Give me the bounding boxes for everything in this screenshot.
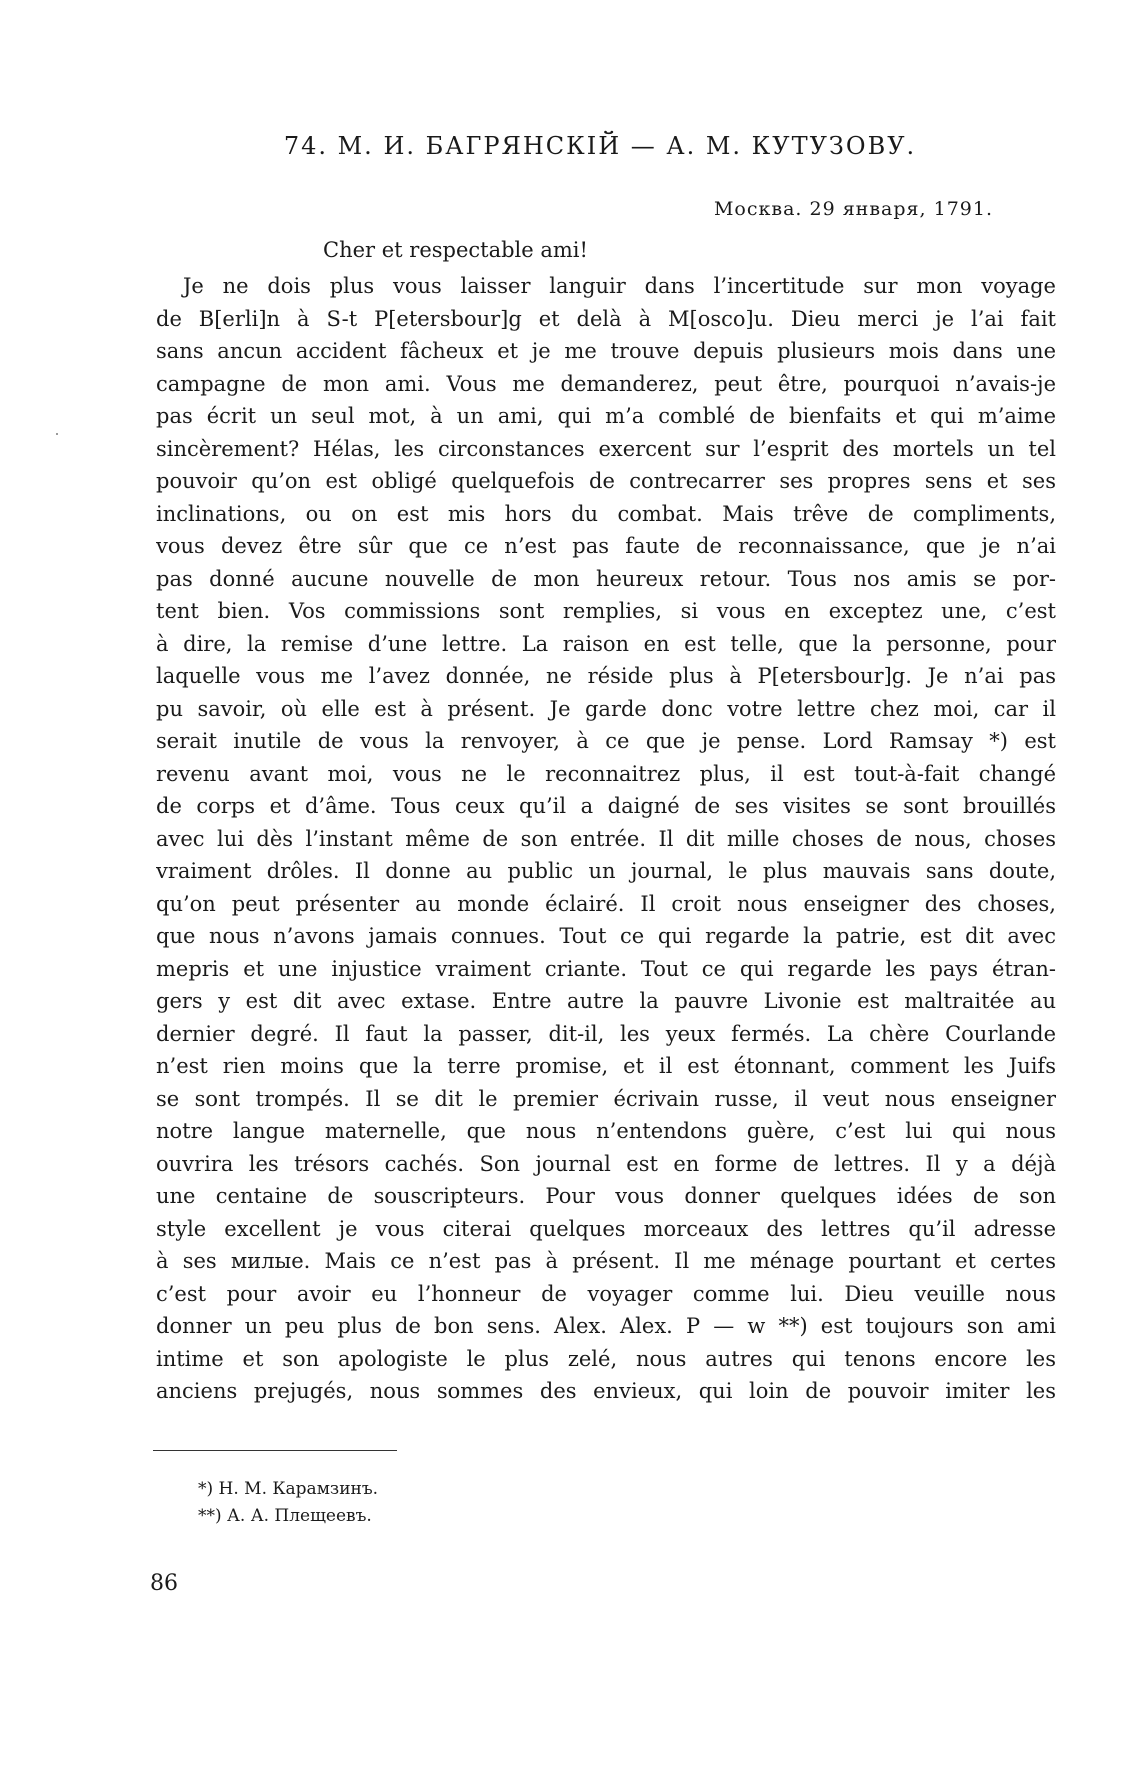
text-line: n’est rien moins que la terre promise, et il est étonnant, comment les Juifs: [156, 1054, 1056, 1078]
text-line: pas écrit un seul mot, à un ami, qui m’a comblé de bienfaits et qui m’aime: [156, 404, 1056, 428]
text-line: campagne de mon ami. Vous me demanderez, peut être, pourquoi n’avais-je: [156, 371, 1056, 396]
letter-heading: 74. М. И. БАГРЯНСКІЙ — А. М. КУТУЗОВУ.: [283, 132, 917, 160]
salutation: Cher et respectable ami!: [323, 238, 588, 262]
letter-body: [156, 270, 1056, 1408]
text-line: anciens prejugés, nous sommes des envieux, qui loin de pouvoir imiter les: [156, 1379, 1056, 1403]
text-line: serait inutile de vous la renvoyer, à ce que je pense. Lord Ramsay *) est: [156, 729, 1056, 753]
text-line: vraiment drôles. Il donne au public un journal, le plus mauvais sans doute,: [156, 859, 1056, 883]
footnote-pleshcheev: **) А. А. Плещеевъ.: [198, 1506, 372, 1526]
text-line: ouvrira les trésors cachés. Son journal est en forme de lettres. Il y a déjà: [156, 1151, 1056, 1176]
text-line: Je ne dois plus vous laisser languir dans l’incertitude sur mon voyage: [183, 274, 1056, 298]
text-line: pouvoir qu’on est obligé quelquefois de contrecarrer ses propres sens et ses: [156, 469, 1056, 493]
text-line: revenu avant moi, vous ne le reconnaitrez plus, il est tout-à-fait changé: [156, 761, 1056, 786]
text-line: intime et son apologiste le plus zelé, nous autres qui tenons encore les: [156, 1346, 1056, 1371]
text-line: tent bien. Vos commissions sont remplies, si vous en exceptez une, c’est: [156, 599, 1056, 623]
text-line: que nous n’avons jamais connues. Tout ce qui regarde la patrie, est dit avec: [156, 924, 1056, 948]
text-line: dernier degré. Il faut la passer, dit-il, les yeux fermés. La chère Courlande: [156, 1021, 1056, 1046]
text-line: c’est pour avoir eu l’honneur de voyager comme lui. Dieu veuille nous: [156, 1281, 1056, 1306]
text-line: qu’on peut présenter au monde éclairé. Il croit nous enseigner des choses,: [156, 891, 1056, 916]
footnotes: [198, 1476, 378, 1530]
text-line: de B[erli]n à S-t P[etersbour]g et delà à M[osco]u. Dieu merci je l’ai fait: [156, 306, 1056, 331]
text-line: notre langue maternelle, que nous n’entendons guère, c’est lui qui nous: [156, 1119, 1056, 1143]
text-line: style excellent je vous citerai quelques morceaux des lettres qu’il adresse: [156, 1216, 1056, 1241]
text-line: une centaine de souscripteurs. Pour vous donner quelques idées de son: [156, 1184, 1056, 1208]
text-line: mepris et une injustice vraiment criante. Tout ce qui regarde les pays étran-: [156, 956, 1056, 981]
text-line: à dire, la remise d’une lettre. La raison en est telle, que la personne, pour: [156, 631, 1056, 656]
text-line: à ses милые. Mais ce n’est pas à présent. Il me ménage pourtant et certes: [156, 1249, 1056, 1273]
text-line: gers y est dit avec extase. Entre autre la pauvre Livonie est maltraitée au: [156, 989, 1056, 1013]
text-line: pas donné aucune nouvelle de mon heureux retour. Tous nos amis se por-: [156, 566, 1056, 591]
footnote-karamzin: *) Н. М. Карамзинъ.: [198, 1479, 379, 1499]
margin-mark: [56, 433, 58, 435]
text-line: avec lui dès l’instant même de son entrée. Il dit mille choses de nous, choses: [156, 826, 1056, 851]
text-line: vous devez être sûr que ce n’est pas faute de reconnaissance, que je n’ai: [156, 534, 1056, 558]
text-line: de corps et d’âme. Tous ceux qu’il a daigné de ses visites se sont brouillés: [156, 794, 1056, 818]
footnote-rule: [153, 1450, 397, 1451]
text-line: donner un peu plus de bon sens. Alex. Alex. P — w **) est toujours son ami: [156, 1314, 1056, 1338]
place-date: Москва. 29 января, 1791.: [713, 198, 993, 220]
text-line: laquelle vous me l’avez donnée, ne réside plus à P[etersbour]g. Je n’ai pas: [156, 664, 1056, 688]
text-line: sincèrement? Hélas, les circonstances exercent sur l’esprit des mortels un tel: [156, 436, 1056, 461]
text-line: pu savoir, où elle est à présent. Je garde donc votre lettre chez moi, car il: [156, 696, 1056, 721]
text-line: sans ancun accident fâcheux et je me trouve depuis plusieurs mois dans une: [156, 339, 1056, 363]
text-line: se sont trompés. Il se dit le premier écrivain russe, il veut nous enseigner: [156, 1086, 1056, 1111]
page-number: 86: [150, 1571, 178, 1596]
text-line: inclinations, ou on est mis hors du combat. Mais trêve de compliments,: [156, 501, 1056, 526]
